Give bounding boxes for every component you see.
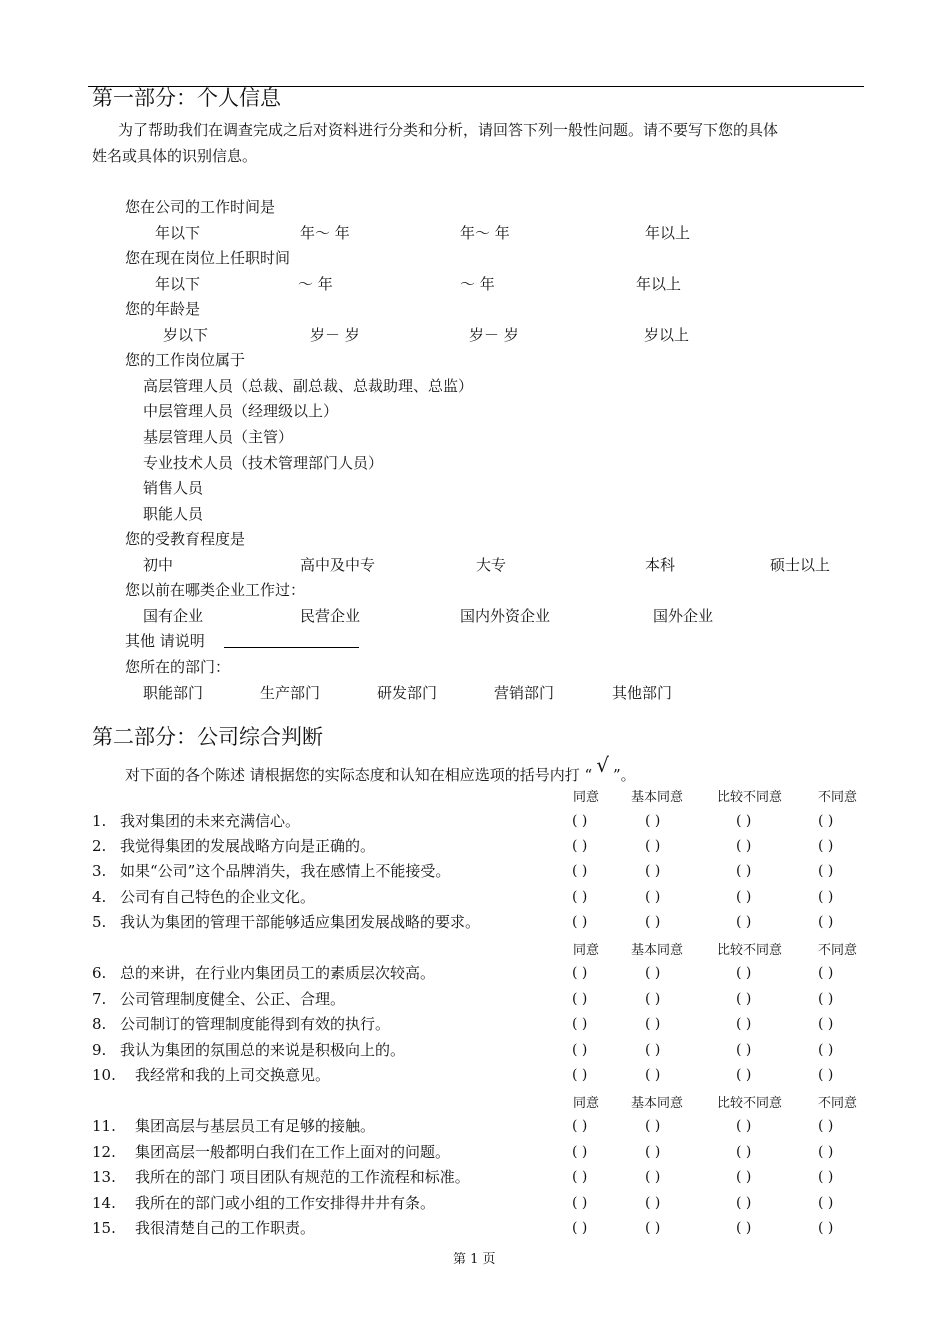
option[interactable]: 其他部门 <box>612 684 673 702</box>
answer-bracket-agree[interactable]: ( ) <box>572 1067 588 1083</box>
answer-bracket-somewhat-disagree[interactable]: ( ) <box>736 1118 752 1134</box>
option[interactable]: 本科 <box>645 556 676 574</box>
answer-bracket-mostly-agree[interactable]: ( ) <box>645 914 661 930</box>
scale-header: 基本同意 <box>631 790 684 805</box>
option[interactable]: 大专 <box>476 556 507 574</box>
option[interactable]: 岁以下 <box>163 326 209 344</box>
option[interactable]: 销售人员 <box>143 479 204 497</box>
option[interactable]: 国内外资企业 <box>460 607 551 625</box>
scale-header: 同意 <box>573 1096 600 1111</box>
scale-header: 基本同意 <box>631 1096 684 1111</box>
option[interactable]: 年以下 <box>155 224 201 242</box>
answer-bracket-disagree[interactable]: ( ) <box>818 1144 834 1160</box>
part2-instruction <box>125 753 636 784</box>
answer-bracket-agree[interactable]: ( ) <box>572 863 588 879</box>
answer-bracket-disagree[interactable]: ( ) <box>818 1118 834 1134</box>
answer-bracket-somewhat-disagree[interactable]: ( ) <box>736 1042 752 1058</box>
answer-bracket-agree[interactable]: ( ) <box>572 1220 588 1236</box>
statement-text: 我所在的部门或小组的工作安排得井井有条。 <box>135 1194 436 1212</box>
statement-text: 我觉得集团的发展战略方向是正确的。 <box>120 837 376 855</box>
part1-intro-line1: 为了帮助我们在调查完成之后对资料进行分类和分析，请回答下列一般性问题。请不要写下您的具体 <box>118 121 779 139</box>
part2-title: 第二部分：公司综合判断 <box>92 725 323 749</box>
answer-bracket-somewhat-disagree[interactable]: ( ) <box>736 965 752 981</box>
option[interactable]: 职能人员 <box>143 505 204 523</box>
answer-bracket-somewhat-disagree[interactable]: ( ) <box>736 1169 752 1185</box>
answer-bracket-agree[interactable]: ( ) <box>572 1169 588 1185</box>
statement-text: 我很清楚自己的工作职责。 <box>135 1219 316 1237</box>
answer-bracket-mostly-agree[interactable]: ( ) <box>645 838 661 854</box>
answer-bracket-disagree[interactable]: ( ) <box>818 889 834 905</box>
answer-bracket-somewhat-disagree[interactable]: ( ) <box>736 1067 752 1083</box>
option[interactable]: 生产部门 <box>260 684 321 702</box>
scale-header: 不同意 <box>818 1096 858 1111</box>
other-label: 其他 请说明 <box>125 632 205 650</box>
option[interactable]: 岁－ 岁 <box>310 326 360 344</box>
other-explain-field[interactable] <box>224 647 359 648</box>
option[interactable]: 民营企业 <box>300 607 361 625</box>
answer-bracket-disagree[interactable]: ( ) <box>818 965 834 981</box>
question-label: 您的受教育程度是 <box>125 530 246 548</box>
statement-text: 我所在的部门 项目团队有规范的工作流程和标准。 <box>135 1168 470 1186</box>
scale-header: 比较不同意 <box>717 943 783 958</box>
answer-bracket-disagree[interactable]: ( ) <box>818 1195 834 1211</box>
answer-bracket-somewhat-disagree[interactable]: ( ) <box>736 813 752 829</box>
answer-bracket-agree[interactable]: ( ) <box>572 1042 588 1058</box>
option[interactable]: ～ 年 <box>298 275 333 293</box>
question-label: 您在公司的工作时间是 <box>125 198 276 216</box>
statement-number: 10. <box>92 1066 116 1084</box>
answer-bracket-disagree[interactable]: ( ) <box>818 1169 834 1185</box>
option[interactable]: 年以下 <box>155 275 201 293</box>
statement-number: 2. <box>92 837 107 855</box>
option[interactable]: 营销部门 <box>494 684 555 702</box>
answer-bracket-disagree[interactable]: ( ) <box>818 863 834 879</box>
statement-number: 4. <box>92 888 107 906</box>
question-label: 您在现在岗位上任职时间 <box>125 249 291 267</box>
answer-bracket-mostly-agree[interactable]: ( ) <box>645 1118 661 1134</box>
option[interactable]: 硕士以上 <box>770 556 831 574</box>
answer-bracket-disagree[interactable]: ( ) <box>818 914 834 930</box>
part1-intro-line2: 姓名或具体的识别信息。 <box>92 147 258 165</box>
answer-bracket-somewhat-disagree[interactable]: ( ) <box>736 914 752 930</box>
option[interactable]: 初中 <box>143 556 174 574</box>
part1-title: 第一部分：个人信息 <box>92 86 281 110</box>
scale-header: 同意 <box>573 790 600 805</box>
instruction-end: ”。 <box>612 766 636 784</box>
answer-bracket-somewhat-disagree[interactable]: ( ) <box>736 991 752 1007</box>
option[interactable]: 高中及中专 <box>300 556 376 574</box>
answer-bracket-agree[interactable]: ( ) <box>572 965 588 981</box>
statement-text: 我认为集团的管理干部能够适应集团发展战略的要求。 <box>120 913 481 931</box>
answer-bracket-disagree[interactable]: ( ) <box>818 991 834 1007</box>
answer-bracket-mostly-agree[interactable]: ( ) <box>645 965 661 981</box>
question-label: 您以前在哪类企业工作过： <box>125 581 306 599</box>
option[interactable]: 专业技术人员（技术管理部门人员） <box>143 454 384 472</box>
answer-bracket-agree[interactable]: ( ) <box>572 838 588 854</box>
option[interactable]: 高层管理人员（总裁、副总裁、总裁助理、总监） <box>143 377 474 395</box>
answer-bracket-agree[interactable]: ( ) <box>572 813 588 829</box>
option[interactable]: 中层管理人员（经理级以上） <box>143 402 339 420</box>
answer-bracket-agree[interactable]: ( ) <box>572 991 588 1007</box>
statement-text: 公司制订的管理制度能得到有效的执行。 <box>120 1015 391 1033</box>
answer-bracket-mostly-agree[interactable]: ( ) <box>645 1042 661 1058</box>
answer-bracket-disagree[interactable]: ( ) <box>818 813 834 829</box>
answer-bracket-agree[interactable]: ( ) <box>572 1016 588 1032</box>
answer-bracket-mostly-agree[interactable]: ( ) <box>645 1144 661 1160</box>
answer-bracket-agree[interactable]: ( ) <box>572 889 588 905</box>
statement-number: 8. <box>92 1015 107 1033</box>
answer-bracket-mostly-agree[interactable]: ( ) <box>645 991 661 1007</box>
answer-bracket-mostly-agree[interactable]: ( ) <box>645 1220 661 1236</box>
option[interactable]: 年～ 年 <box>460 224 510 242</box>
option[interactable]: 岁－ 岁 <box>469 326 519 344</box>
option[interactable]: 年以上 <box>636 275 682 293</box>
answer-bracket-disagree[interactable]: ( ) <box>818 1067 834 1083</box>
statement-text: 公司管理制度健全、公正、合理。 <box>120 990 346 1008</box>
answer-bracket-somewhat-disagree[interactable]: ( ) <box>736 889 752 905</box>
answer-bracket-agree[interactable]: ( ) <box>572 1144 588 1160</box>
statement-number: 6. <box>92 964 107 982</box>
answer-bracket-mostly-agree[interactable]: ( ) <box>645 1067 661 1083</box>
statement-number: 9. <box>92 1041 107 1059</box>
answer-bracket-somewhat-disagree[interactable]: ( ) <box>736 1144 752 1160</box>
answer-bracket-somewhat-disagree[interactable]: ( ) <box>736 1016 752 1032</box>
answer-bracket-disagree[interactable]: ( ) <box>818 1220 834 1236</box>
question-label: 您的工作岗位属于 <box>125 351 246 369</box>
statement-number: 3. <box>92 862 107 880</box>
answer-bracket-agree[interactable]: ( ) <box>572 914 588 930</box>
statement-text: 我对集团的未来充满信心。 <box>120 812 301 830</box>
statement-text: 公司有自己特色的企业文化。 <box>120 888 316 906</box>
scale-header: 比较不同意 <box>717 1096 783 1111</box>
question-label: 您所在的部门： <box>125 658 231 676</box>
answer-bracket-mostly-agree[interactable]: ( ) <box>645 889 661 905</box>
option[interactable]: 基层管理人员（主管） <box>143 428 294 446</box>
answer-bracket-agree[interactable]: ( ) <box>572 1195 588 1211</box>
option[interactable]: 年～ 年 <box>300 224 350 242</box>
answer-bracket-disagree[interactable]: ( ) <box>818 1042 834 1058</box>
check-mark-icon: √ <box>596 753 609 777</box>
answer-bracket-mostly-agree[interactable]: ( ) <box>645 1169 661 1185</box>
page-number: 第 1 页 <box>453 1252 496 1267</box>
option[interactable]: 岁以上 <box>644 326 690 344</box>
option[interactable]: ～ 年 <box>460 275 495 293</box>
answer-bracket-somewhat-disagree[interactable]: ( ) <box>736 1220 752 1236</box>
scale-header: 比较不同意 <box>717 790 783 805</box>
answer-bracket-somewhat-disagree[interactable]: ( ) <box>736 1195 752 1211</box>
answer-bracket-somewhat-disagree[interactable]: ( ) <box>736 863 752 879</box>
answer-bracket-disagree[interactable]: ( ) <box>818 838 834 854</box>
instruction-text: 对下面的各个陈述 请根据您的实际态度和认知在相应选项的括号内打 “ <box>125 766 593 784</box>
option[interactable]: 职能部门 <box>143 684 204 702</box>
statement-number: 7. <box>92 990 107 1008</box>
statement-number: 11. <box>92 1117 116 1135</box>
statement-text: 我经常和我的上司交换意见。 <box>135 1066 331 1084</box>
statement-number: 15. <box>92 1219 116 1237</box>
option[interactable]: 国有企业 <box>143 607 204 625</box>
answer-bracket-mostly-agree[interactable]: ( ) <box>645 863 661 879</box>
statement-text: 集团高层与基层员工有足够的接触。 <box>135 1117 376 1135</box>
answer-bracket-mostly-agree[interactable]: ( ) <box>645 1195 661 1211</box>
scale-header: 基本同意 <box>631 943 684 958</box>
scale-header: 不同意 <box>818 790 858 805</box>
answer-bracket-mostly-agree[interactable]: ( ) <box>645 813 661 829</box>
scale-header: 同意 <box>573 943 600 958</box>
option[interactable]: 年以上 <box>645 224 691 242</box>
statement-number: 12. <box>92 1143 116 1161</box>
answer-bracket-disagree[interactable]: ( ) <box>818 1016 834 1032</box>
option[interactable]: 国外企业 <box>653 607 714 625</box>
question-label: 您的年龄是 <box>125 300 201 318</box>
answer-bracket-agree[interactable]: ( ) <box>572 1118 588 1134</box>
statement-number: 1. <box>92 812 107 830</box>
statement-text: 我认为集团的氛围总的来说是积极向上的。 <box>120 1041 406 1059</box>
statement-number: 5. <box>92 913 107 931</box>
statement-text: 如果“公司”这个品牌消失，我在感情上不能接受。 <box>120 862 451 880</box>
statement-number: 13. <box>92 1168 116 1186</box>
statement-text: 总的来讲，在行业内集团员工的素质层次较高。 <box>120 964 436 982</box>
scale-header: 不同意 <box>818 943 858 958</box>
statement-text: 集团高层一般都明白我们在工作上面对的问题。 <box>135 1143 451 1161</box>
statement-number: 14. <box>92 1194 116 1212</box>
answer-bracket-mostly-agree[interactable]: ( ) <box>645 1016 661 1032</box>
answer-bracket-somewhat-disagree[interactable]: ( ) <box>736 838 752 854</box>
option[interactable]: 研发部门 <box>377 684 438 702</box>
